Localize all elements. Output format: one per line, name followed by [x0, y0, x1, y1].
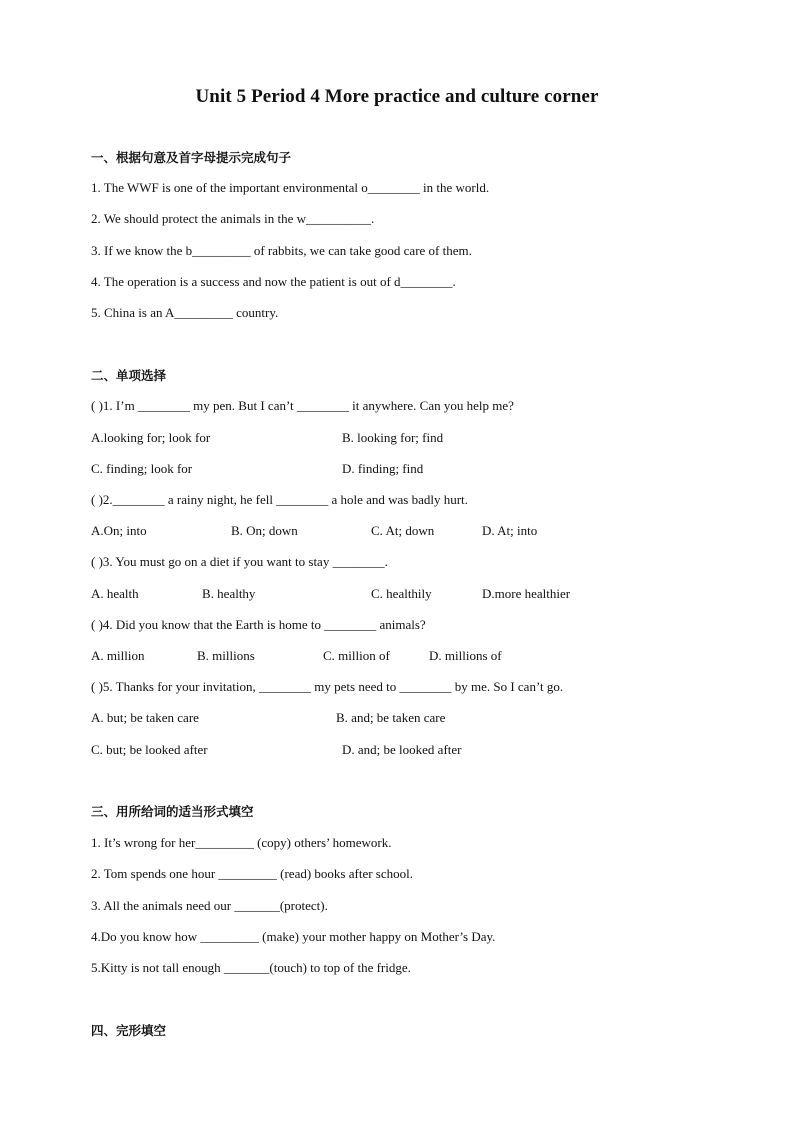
page-title: Unit 5 Period 4 More practice and culture corner: [195, 86, 599, 107]
section1-item-2: 2. We should protect the animals in the w__________.: [91, 211, 375, 226]
section3-item-5: 5.Kitty is not tall enough _______(touch) to top of the fridge.: [91, 960, 411, 975]
question-3-option-a: A. health: [91, 586, 139, 601]
question-3-option-c: C. healthily: [371, 586, 432, 601]
section1-item-3: 3. If we know the b_________ of rabbits, we can take good care of them.: [91, 243, 472, 258]
question-5-option-b: B. and; be taken care: [336, 710, 446, 725]
question-1-option-a: A.looking for; look for: [91, 430, 211, 445]
question-4-option-d: D. millions of: [429, 648, 502, 663]
section1-item-1: 1. The WWF is one of the important environmental o________ in the world.: [91, 180, 490, 195]
section3-item-4: 4.Do you know how _________ (make) your mother happy on Mother’s Day.: [91, 929, 496, 944]
section3-item-2: 2. Tom spends one hour _________ (read) books after school.: [91, 866, 413, 881]
question-4-option-c: C. million of: [323, 648, 390, 663]
question-2-option-d: D. At; into: [482, 523, 538, 538]
question-5-stem: ( )5. Thanks for your invitation, ________ my pets need to ________ by me. So I can’t go.: [91, 679, 564, 694]
question-1-stem: ( )1. I’m ________ my pen. But I can’t ________ it anywhere. Can you help me?: [91, 398, 514, 413]
section1-item-4: 4. The operation is a success and now the patient is out of d________.: [91, 274, 456, 289]
question-5-option-a: A. but; be taken care: [91, 710, 199, 725]
question-5-option-d: D. and; be looked after: [342, 742, 462, 757]
question-5-option-c: C. but; be looked after: [91, 742, 208, 757]
question-3-option-b: B. healthy: [202, 586, 256, 601]
section1-item-5: 5. China is an A_________ country.: [91, 305, 279, 320]
question-3-option-d: D.more healthier: [482, 586, 571, 601]
section2-heading: 二、单项选择: [91, 368, 167, 383]
question-3-stem: ( )3. You must go on a diet if you want to stay ________.: [91, 554, 388, 569]
section1-heading: 一、根据句意及首字母提示完成句子: [91, 150, 292, 165]
question-2-option-c: C. At; down: [371, 523, 435, 538]
question-1-option-b: B. looking for; find: [342, 430, 444, 445]
question-2-stem: ( )2.________ a rainy night, he fell ________ a hole and was badly hurt.: [91, 492, 468, 507]
section3-heading: 三、用所给词的适当形式填空: [91, 804, 254, 819]
section4-heading: 四、完形填空: [91, 1023, 167, 1038]
section3-item-3: 3. All the animals need our _______(protect).: [91, 898, 328, 913]
question-4-option-b: B. millions: [197, 648, 255, 663]
question-1-option-c: C. finding; look for: [91, 461, 193, 476]
question-1-option-d: D. finding; find: [342, 461, 424, 476]
question-2-option-b: B. On; down: [231, 523, 298, 538]
section3-item-1: 1. It’s wrong for her_________ (copy) others’ homework.: [91, 835, 392, 850]
question-2-option-a: A.On; into: [91, 523, 147, 538]
question-4-stem: ( )4. Did you know that the Earth is home to ________ animals?: [91, 617, 426, 632]
question-4-option-a: A. million: [91, 648, 145, 663]
